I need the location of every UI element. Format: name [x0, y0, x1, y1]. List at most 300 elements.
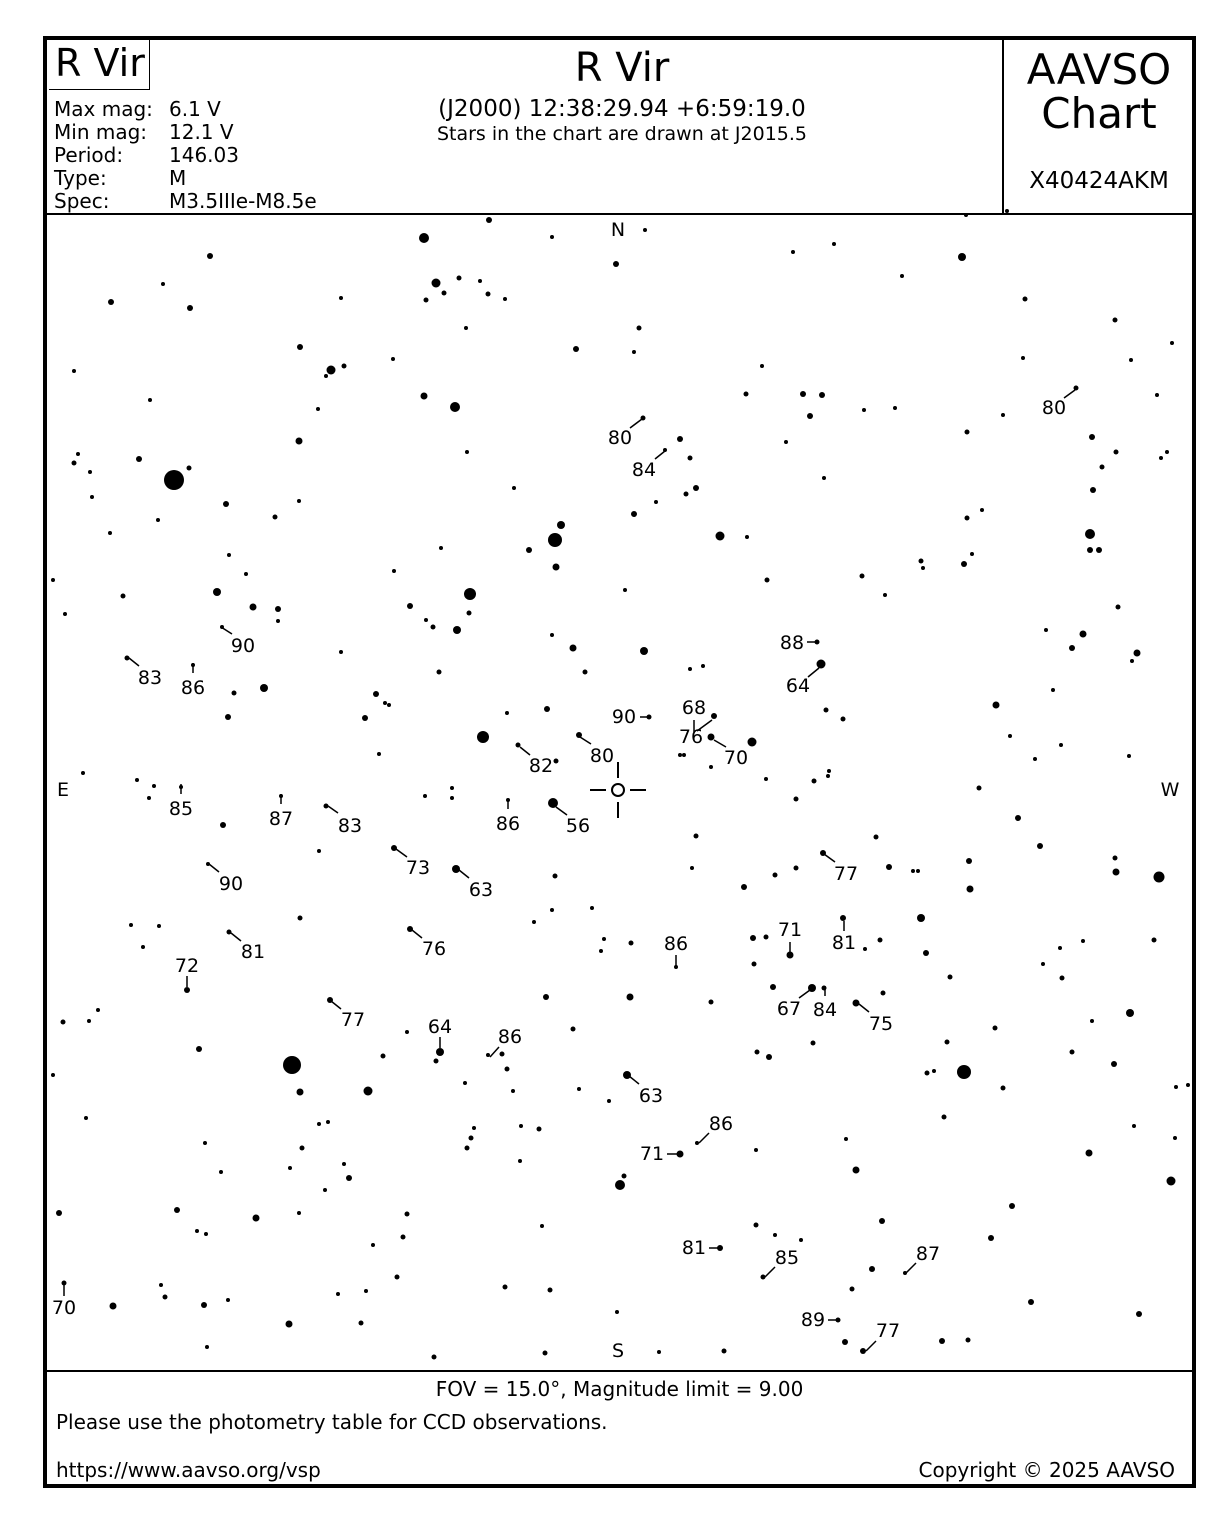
- star: [784, 440, 788, 444]
- star: [583, 670, 588, 675]
- star: [765, 578, 770, 583]
- star: [1096, 547, 1102, 553]
- star: [184, 987, 190, 993]
- star: [339, 296, 343, 300]
- star: [1005, 209, 1009, 213]
- star: [787, 952, 794, 959]
- star: [794, 866, 799, 871]
- star: [505, 711, 509, 715]
- star: [72, 369, 76, 373]
- star: [297, 1089, 304, 1096]
- comparison-star-label: 75: [868, 1013, 894, 1035]
- star: [811, 1041, 816, 1046]
- star: [90, 495, 94, 499]
- star: [276, 619, 280, 623]
- star: [500, 1052, 505, 1057]
- label-leader-line: [490, 1047, 499, 1057]
- star: [300, 1146, 305, 1151]
- comparison-star-label: 87: [915, 1243, 941, 1265]
- aavso-link[interactable]: https://www.aavso.org/vsp: [56, 1458, 321, 1482]
- comparison-star-label: 64: [785, 675, 811, 697]
- star: [764, 777, 768, 781]
- star: [76, 452, 80, 456]
- star: [244, 572, 248, 576]
- star: [203, 1141, 207, 1145]
- star: [695, 1141, 699, 1145]
- star: [817, 660, 826, 669]
- star: [87, 1019, 91, 1023]
- star: [1152, 938, 1157, 943]
- info-row: Max mag: 6.1 V: [54, 97, 221, 121]
- star: [452, 865, 460, 873]
- star: [503, 1285, 508, 1290]
- fov-text: FOV = 15.0°, Magnitude limit = 9.00: [435, 1377, 804, 1401]
- star: [342, 1162, 346, 1166]
- star: [590, 906, 594, 910]
- star: [213, 588, 221, 596]
- star: [766, 1054, 772, 1060]
- star: [201, 1302, 207, 1308]
- star: [450, 786, 454, 790]
- comparison-star-label: 67: [776, 998, 802, 1020]
- star: [1167, 1177, 1176, 1186]
- star: [824, 708, 829, 713]
- comparison-star-label: 85: [168, 798, 194, 820]
- star: [860, 574, 865, 579]
- star: [553, 874, 558, 879]
- star: [794, 797, 799, 802]
- star: [432, 1355, 437, 1360]
- comparison-star-label: 90: [611, 706, 637, 728]
- star: [401, 1235, 406, 1240]
- comparison-star-label: 80: [1041, 397, 1067, 419]
- star: [1086, 1150, 1093, 1157]
- star: [878, 938, 883, 943]
- star: [886, 864, 892, 870]
- star: [750, 935, 756, 941]
- star: [540, 1224, 544, 1228]
- star: [407, 926, 413, 932]
- comparison-star-label: 84: [631, 459, 657, 481]
- star: [842, 1339, 848, 1345]
- star: [423, 794, 427, 798]
- star: [275, 606, 281, 612]
- star: [362, 715, 368, 721]
- star: [297, 499, 301, 503]
- star: [391, 845, 397, 851]
- star: [939, 1338, 945, 1344]
- star: [977, 786, 982, 791]
- info-row: Type: M: [54, 166, 187, 190]
- star: [629, 941, 634, 946]
- star: [677, 1151, 684, 1158]
- star: [970, 552, 974, 556]
- star: [709, 1000, 714, 1005]
- star: [61, 1020, 66, 1025]
- star: [434, 1059, 439, 1064]
- star: [377, 752, 381, 756]
- comparison-star-label: 64: [427, 1016, 453, 1038]
- star: [1001, 413, 1005, 417]
- star: [1009, 1203, 1015, 1209]
- star: [911, 869, 915, 873]
- star: [745, 535, 749, 539]
- star: [453, 626, 461, 634]
- star: [543, 994, 549, 1000]
- star: [526, 547, 532, 553]
- label-leader-line: [859, 1004, 869, 1012]
- star: [463, 1081, 467, 1085]
- star: [163, 1295, 168, 1300]
- star: [1186, 1083, 1190, 1087]
- star: [439, 546, 443, 550]
- star: [503, 297, 507, 301]
- star: [387, 703, 391, 707]
- star: [711, 713, 717, 719]
- comparison-star-label: 77: [340, 1009, 366, 1031]
- star: [799, 1238, 803, 1242]
- star: [63, 612, 67, 616]
- label-leader-line: [714, 740, 726, 747]
- star: [881, 991, 886, 996]
- star: [932, 1069, 936, 1073]
- copyright: Copyright © 2025 AAVSO: [918, 1458, 1175, 1482]
- star: [1081, 939, 1085, 943]
- star: [853, 1000, 860, 1007]
- star: [324, 804, 329, 809]
- star: [478, 279, 482, 283]
- comparison-star-label: 83: [137, 667, 163, 689]
- label-leader-line: [799, 990, 810, 998]
- star: [125, 656, 130, 661]
- star: [220, 822, 226, 828]
- comparison-star-label: 77: [833, 863, 859, 885]
- star: [993, 702, 1000, 709]
- star: [957, 1065, 971, 1079]
- comparison-star-label: 71: [639, 1143, 665, 1165]
- star: [840, 915, 846, 921]
- star: [752, 962, 757, 967]
- star: [464, 588, 476, 600]
- star: [893, 406, 897, 410]
- star: [923, 950, 929, 956]
- star: [164, 470, 184, 490]
- star: [942, 1115, 947, 1120]
- star-name-box: R Vir: [49, 40, 150, 90]
- comparison-star-label: 90: [230, 635, 256, 657]
- star: [253, 1215, 260, 1222]
- label-leader-line: [655, 451, 665, 459]
- star: [1044, 628, 1048, 632]
- star: [1111, 1061, 1117, 1067]
- star: [1130, 659, 1134, 663]
- star: [219, 1170, 223, 1174]
- star: [744, 392, 749, 397]
- star: [688, 667, 692, 671]
- star: [346, 1175, 352, 1181]
- comparison-labels: [52, 390, 1075, 1351]
- label-leader-line: [824, 854, 835, 862]
- star: [708, 734, 715, 741]
- star: [850, 1287, 855, 1292]
- star: [1033, 757, 1037, 761]
- star: [450, 796, 454, 800]
- comparison-star-label: 82: [528, 755, 554, 777]
- star: [174, 1207, 180, 1213]
- star: [853, 1167, 860, 1174]
- star: [919, 559, 924, 564]
- star: [516, 743, 521, 748]
- star: [677, 436, 683, 442]
- star: [464, 326, 468, 330]
- star: [754, 1148, 758, 1152]
- star: [405, 1212, 410, 1217]
- star: [693, 485, 699, 491]
- comparison-star-label: 76: [678, 726, 704, 748]
- star: [135, 778, 139, 782]
- star: [627, 994, 634, 1001]
- star: [223, 501, 229, 507]
- comparison-star-label: 68: [681, 697, 707, 719]
- star: [511, 1089, 515, 1093]
- star: [196, 1046, 202, 1052]
- star: [1090, 487, 1096, 493]
- star: [519, 1124, 523, 1128]
- star: [623, 1071, 631, 1079]
- star: [570, 645, 577, 652]
- comparison-star-label: 86: [708, 1113, 734, 1135]
- star: [694, 834, 699, 839]
- chart-id: X40424AKM: [1029, 168, 1169, 194]
- label-leader-line: [396, 849, 407, 857]
- star: [156, 518, 160, 522]
- star: [599, 949, 603, 953]
- star: [822, 476, 826, 480]
- star: [1080, 631, 1087, 638]
- star: [550, 633, 554, 637]
- star: [467, 611, 472, 616]
- star: [317, 1122, 321, 1126]
- star: [159, 1283, 163, 1287]
- star: [827, 769, 831, 773]
- star: [432, 279, 441, 288]
- comparison-star-label: 63: [638, 1085, 664, 1107]
- star: [716, 532, 725, 541]
- star: [204, 1232, 208, 1236]
- star: [505, 1067, 510, 1072]
- star: [1041, 962, 1045, 966]
- comparison-star-label: 81: [681, 1237, 707, 1259]
- star: [424, 298, 429, 303]
- star: [800, 391, 806, 397]
- star: [1116, 605, 1121, 610]
- star: [56, 1210, 62, 1216]
- star: [129, 923, 133, 927]
- star: [1113, 869, 1120, 876]
- star: [770, 984, 776, 990]
- star: [748, 738, 757, 747]
- comparison-star-label: 76: [421, 938, 447, 960]
- star: [543, 1351, 548, 1356]
- star: [773, 1233, 777, 1237]
- star: [722, 1349, 727, 1354]
- star: [631, 511, 637, 517]
- star: [512, 486, 516, 490]
- star: [640, 647, 648, 655]
- comparison-star-label: 70: [51, 1297, 77, 1319]
- star: [72, 461, 77, 466]
- epoch-note: Stars in the chart are drawn at J2015.5: [436, 123, 808, 145]
- star: [1085, 529, 1095, 539]
- label-leader-line: [629, 1076, 639, 1084]
- star: [273, 515, 278, 520]
- star: [1058, 946, 1062, 950]
- star: [945, 1040, 950, 1045]
- star: [550, 235, 554, 239]
- star: [1154, 872, 1165, 883]
- comparison-star-label: 88: [779, 632, 805, 654]
- star: [1001, 1086, 1006, 1091]
- star: [701, 664, 705, 668]
- star: [1136, 1311, 1142, 1317]
- star: [741, 884, 747, 890]
- label-leader-line: [556, 807, 567, 815]
- star: [207, 253, 213, 259]
- star: [643, 228, 647, 232]
- star: [1087, 547, 1093, 553]
- label-leader-line: [331, 1001, 341, 1009]
- star: [921, 566, 925, 570]
- star: [1127, 754, 1131, 758]
- star: [1165, 450, 1169, 454]
- star: [296, 438, 303, 445]
- star: [760, 364, 764, 368]
- star: [615, 1310, 619, 1314]
- star: [136, 456, 142, 462]
- star: [324, 374, 328, 378]
- star: [465, 450, 469, 454]
- star: [84, 1116, 88, 1120]
- star: [205, 1345, 209, 1349]
- star: [81, 771, 85, 775]
- star: [342, 364, 347, 369]
- star: [1113, 318, 1118, 323]
- star: [465, 1146, 470, 1151]
- star: [1134, 650, 1141, 657]
- star: [863, 947, 867, 951]
- star: [419, 233, 429, 243]
- star: [395, 1275, 400, 1280]
- comparison-star-label: 71: [777, 919, 803, 941]
- star: [773, 873, 778, 878]
- star: [297, 344, 303, 350]
- star: [832, 242, 836, 246]
- star: [841, 717, 846, 722]
- star: [1174, 1085, 1178, 1089]
- comparison-star-label: 81: [831, 932, 857, 954]
- star: [286, 1321, 293, 1328]
- star: [469, 1136, 474, 1141]
- star: [391, 357, 395, 361]
- star: [571, 1027, 576, 1032]
- star: [807, 413, 813, 419]
- star: [161, 282, 165, 286]
- star: [1059, 743, 1063, 747]
- star: [869, 1266, 875, 1272]
- star: [623, 588, 627, 592]
- star: [791, 250, 795, 254]
- star: [632, 350, 636, 354]
- star: [826, 774, 830, 778]
- photometry-note: Please use the photometry table for CCD observations.: [56, 1410, 608, 1434]
- star: [557, 521, 565, 529]
- star: [407, 603, 413, 609]
- star: [1051, 688, 1055, 692]
- star: [967, 886, 974, 893]
- star: [450, 402, 460, 412]
- star: [961, 561, 967, 567]
- target-reticle: [590, 762, 646, 818]
- star: [327, 366, 336, 375]
- star: [637, 326, 642, 331]
- star: [110, 1303, 117, 1310]
- star: [879, 1218, 885, 1224]
- star: [548, 533, 562, 547]
- star: [613, 261, 619, 267]
- star: [316, 407, 320, 411]
- star: [436, 1048, 444, 1056]
- label-leader-line: [129, 658, 139, 666]
- star: [1015, 815, 1021, 821]
- comparison-star-label: 83: [337, 815, 363, 837]
- star: [1100, 465, 1105, 470]
- star: [965, 516, 970, 521]
- comparison-star-label: 73: [405, 857, 431, 879]
- star: [424, 618, 428, 622]
- comparison-star-label: 72: [174, 955, 200, 977]
- west-label: W: [1160, 779, 1180, 801]
- north-label: N: [610, 219, 626, 241]
- comparison-star-label: 86: [497, 1026, 523, 1048]
- south-label: S: [611, 1340, 625, 1362]
- label-leader-line: [459, 870, 469, 878]
- star: [250, 604, 257, 611]
- star: [288, 1166, 292, 1170]
- star: [457, 276, 462, 281]
- label-leader-line: [699, 1133, 709, 1143]
- star: [1008, 734, 1012, 738]
- star: [916, 869, 920, 873]
- star: [88, 470, 92, 474]
- star: [336, 1292, 340, 1296]
- label-leader-line: [412, 930, 422, 938]
- star: [1090, 1019, 1094, 1023]
- star: [874, 835, 879, 840]
- star: [1159, 456, 1163, 460]
- comparison-star-label: 70: [723, 747, 749, 769]
- star: [157, 924, 161, 928]
- star: [51, 578, 55, 582]
- comparison-star-label: 80: [607, 427, 633, 449]
- star: [364, 1087, 373, 1096]
- comparison-star-label: 87: [268, 808, 294, 830]
- comparison-star-label: 85: [774, 1247, 800, 1269]
- label-leader-line: [221, 627, 232, 634]
- star: [96, 1008, 100, 1012]
- star: [550, 908, 554, 912]
- info-row: Period: 146.03: [54, 143, 239, 167]
- star: [187, 466, 192, 471]
